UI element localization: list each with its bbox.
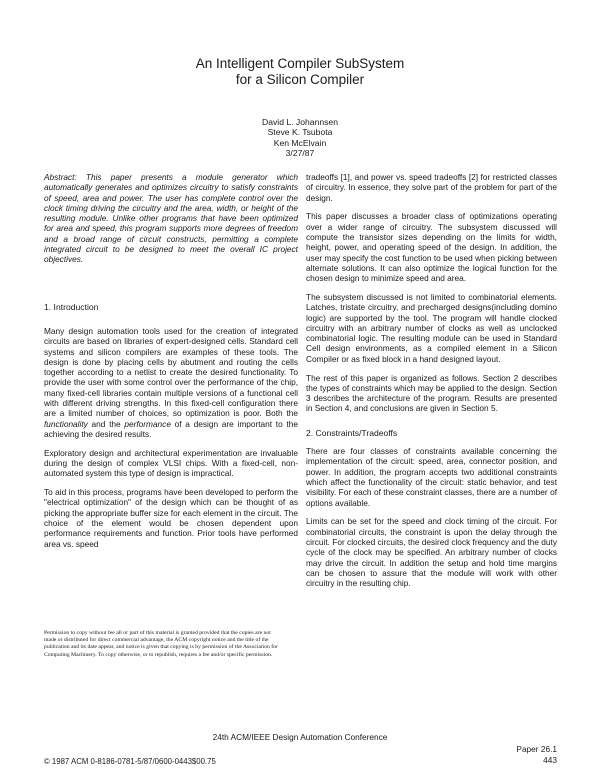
permission-text: Permission to copy without fee all or part of this material is granted provided that the copies are not made or distributed for direct commercial advantage, the ACM copyright notice and the title of the publication and its date appear, and notice is given that copying is by permission of the Association for Computing Machinery. To copy otherwise, or to republish, requires a fee and/or specific permission. <box>44 630 278 658</box>
title-line-1: An Intelligent Compiler SubSystem <box>195 56 405 71</box>
intro-emphasis: functionality <box>44 418 88 429</box>
abstract-label: Abstract: <box>44 172 77 182</box>
left-column <box>44 172 298 557</box>
section-heading-introduction: 1. Introduction <box>44 301 99 312</box>
paper-number-block <box>516 744 557 766</box>
right-column <box>306 172 557 597</box>
intro-text: and the <box>91 418 121 429</box>
intro-paragraph-2: Exploratory design and architectural experimentation are invaluable during the design of complex VLSI chips. With a fixed-cell, non-automated system this type of design is impractical. <box>44 447 298 479</box>
intro-text: of a design are important to the achieving the desired results. <box>44 418 298 439</box>
intro-paragraph-1 <box>44 326 298 439</box>
copyright-line: © 1987 ACM 0-8186-0781-5/87/0600-0443$00.75 <box>44 757 216 766</box>
right-paragraph-3: The subsystem discussed is not limited to combinatorial elements. Latches, tristate circuitry, and precharged designs(including domino logic) are supported by the tool. The program will handle clocked circuitry with an arbitrary number of clocks as well as unclocked combinatorial logic. The resulting module can be used in Standard Cell design environments, as a compiled element in a Silicon Compiler or as fixed block in a hand designed layout. <box>306 291 557 364</box>
paper-date: 3/27/87 <box>285 148 315 159</box>
intro-text: Many design automation tools used for the creation of integrated circuits are based on libraries of expert-designed cells. Standard cell systems and silicon compilers are examples of these tools. The design is done by placing cells by abutment and routing the cells together according to a netlist to create the desired functionality. To provide the user with some control over the performance of the chip, many fixed-cell libraries contain multiple versions of a functional cell with different driving strengths. In this fixed-cell configuration there are a limited number of choices, so optimization is poor. Both the <box>44 325 298 419</box>
author-block <box>0 117 600 159</box>
intro-paragraph-3: To aid in this process, programs have been developed to perform the "electrical optimization" of the design which can be thought of as picking the appropriate buffer size for each element in the circuit. The choice of the element would be chosen dependent upon performance requirements and function. Prior tools have performed area vs. speed <box>44 487 298 549</box>
intro-emphasis: performance <box>124 418 171 429</box>
permission-notice <box>44 630 284 659</box>
author-name: Steve K. Tsubota <box>267 127 333 138</box>
author-name: Ken McElvain <box>273 137 327 148</box>
abstract <box>44 172 298 265</box>
right-paragraph-2: This paper discusses a broader class of optimizations operating over a wider range of circuitry. The subsystem discussed will compute the transistor sizes depending on the limits for width, height, power, and operating speed of the design. In addition, the user may specify the cost function to be used when picking between alternate solutions. It can also optimize the logical function for the chosen design to minimize speed and area. <box>306 211 557 284</box>
right-paragraph-4: The rest of this paper is organized as follows. Section 2 describes the types of constraints which may be applied to the design. Section 3 describes the architecture of the program. Results are presented in Section 4, and conclusions are given in Section 5. <box>306 372 557 414</box>
section-heading-constraints: 2. Constraints/Tradeoffs <box>306 427 398 438</box>
conference-name: 24th ACM/IEEE Design Automation Conference <box>212 732 388 742</box>
title-line-2: for a Silicon Compiler <box>235 72 365 87</box>
paper-title <box>0 56 600 88</box>
constraints-paragraph-2: Limits can be set for the speed and clock timing of the circuit. For combinatorial circuits, the constraint is upon the delay through the circuit. For clocked circuits, the desired clock frequency and the duty cycle of the clock may be specified. An arbitrary number of clocks may drive the circuit. In addition the setup and hold time margins can be chosen to assure that the module will work with other circuitry in the resulting chip. <box>306 516 557 589</box>
paper-label: Paper 26.1 <box>516 744 557 754</box>
page-number: 443 <box>543 755 557 765</box>
author-name: David L. Johannsen <box>262 117 338 127</box>
constraints-paragraph-1: There are four classes of constraints available concerning the implementation of the circuit: speed, area, connector position, and power. In addition, the program accepts two additional constraints which affect the functionality of the circuit: static behavior, and test visibility. For each of these constraint classes, there are a number of options available. <box>306 446 557 508</box>
right-paragraph-1: tradeoffs [1], and power vs. speed tradeoffs [2] for restricted classes of circuitry. In essence, they solve part of the problem for part of the design. <box>306 172 557 203</box>
abstract-text: This paper presents a module generator which automatically generates and optimizes circuitry to satisfy constraints of speed, area and power. The user has complete control over the clock timing driving the circuitry and the area, width, or height of the resulting module. Unlike other programs that have been optimized for area and speed, this program supports more degrees of freedom and a broad range of circuit constructs, permitting a complete integrated circuit to be designed to meet the overall IC project objectives. <box>44 172 298 265</box>
